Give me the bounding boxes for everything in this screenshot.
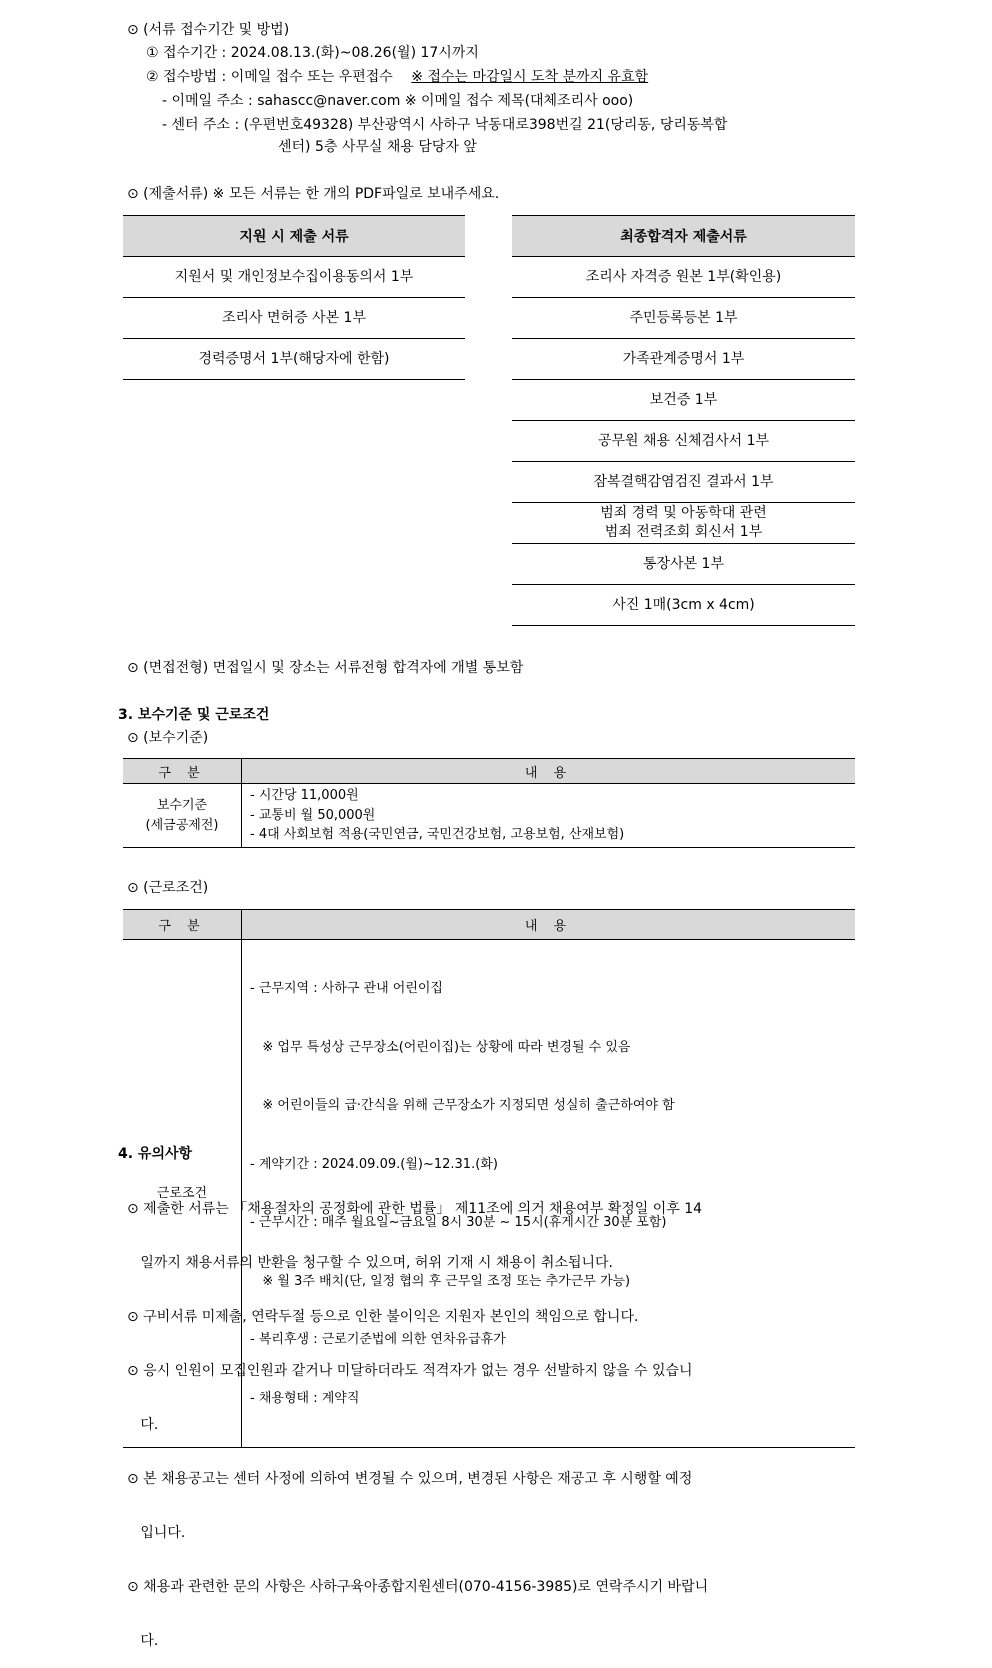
note-line: ⊙ 채용과 관련한 문의 사항은 사하구육아종합지원센터(070-4156-3985)로 연락주시기 바랍니	[127, 1579, 709, 1595]
final-doc-item: 사진 1매(3cm x 4cm)	[512, 585, 855, 626]
final-doc-item: 범죄 경력 및 아동학대 관련 범죄 전력조회 회신서 1부	[512, 503, 855, 544]
final-documents-table	[512, 215, 855, 626]
application-heading: ⊙ (서류 접수기간 및 방법)	[127, 22, 290, 38]
work-label: 근로조건	[123, 940, 242, 1448]
pay-col-label: 구 분	[123, 759, 242, 784]
pay-table	[123, 758, 855, 848]
pay-item: - 시간당 11,000원	[250, 788, 359, 804]
final-doc-item: 잠복결핵감염검진 결과서 1부	[512, 462, 855, 503]
apply-documents-header: 지원 시 제출 서류	[123, 215, 465, 257]
address-line-1: - 센터 주소 : (우편번호49328) 부산광역시 사하구 낙동대로398번길 21(당리동, 당리동복합	[162, 117, 728, 133]
note-line: ⊙ 제출한 서류는 「채용절차의 공정화에 관한 법률」 제11조에 의거 채용여부 확정일 이후 14	[127, 1201, 703, 1217]
work-item: ※ 업무 특성상 근무장소(어린이집)는 상황에 따라 변경될 수 있음	[250, 1039, 631, 1055]
apply-doc-item: 경력증명서 1부(해당자에 한함)	[123, 339, 465, 380]
work-heading: ⊙ (근로조건)	[127, 880, 209, 896]
final-doc-item: 보건증 1부	[512, 380, 855, 421]
work-col-label: 구 분	[123, 910, 242, 940]
final-documents-header: 최종합격자 제출서류	[512, 215, 855, 257]
final-doc-item: 주민등록등본 1부	[512, 298, 855, 339]
pay-label	[123, 784, 242, 848]
pay-heading: ⊙ (보수기준)	[127, 730, 209, 746]
final-doc-item: 통장사본 1부	[512, 544, 855, 585]
note-line: ⊙ 응시 인원이 모집인원과 같거나 미달하더라도 적격자가 없는 경우 선발하지 않을 수 있습니	[127, 1363, 693, 1379]
note-line: 다.	[127, 1633, 159, 1649]
note-line: ⊙ 구비서류 미제출, 연락두절 등으로 인한 불이익은 지원자 본인의 책임으로 합니다.	[127, 1309, 639, 1325]
pay-col-content: 내 용	[242, 759, 856, 784]
final-doc-item: 가족관계증명서 1부	[512, 339, 855, 380]
work-item: - 복리후생 : 근로기준법에 의한 연차유급휴가	[250, 1332, 506, 1347]
email-line: - 이메일 주소 : sahascc@naver.com ※ 이메일 접수 제목(대체조리사 ooo)	[162, 93, 634, 109]
work-item: - 계약기간 : 2024.09.09.(월)~12.31.(화)	[250, 1156, 498, 1172]
application-period: ① 접수기간 : 2024.08.13.(화)~08.26(월) 17시까지	[146, 45, 479, 61]
notes-list	[127, 1166, 872, 1668]
work-item: - 채용형태 : 계약직	[250, 1390, 360, 1406]
method-note: ※ 접수는 마감일시 도착 분까지 유효함	[411, 69, 649, 85]
apply-documents-table	[123, 215, 465, 380]
interview-text: ⊙ (면접전형) 면접일시 및 장소는 서류전형 합격자에 개별 통보함	[127, 660, 524, 676]
final-doc-item: 조리사 자격증 원본 1부(확인용)	[512, 257, 855, 298]
method-label: ② 접수방법 : 이메일 접수 또는 우편접수	[146, 69, 393, 85]
pay-label-line: (세금공제전)	[145, 817, 219, 833]
apply-doc-item: 지원서 및 개인정보수집이용동의서 1부	[123, 257, 465, 298]
note-line: 다.	[127, 1417, 159, 1433]
pay-item: - 4대 사회보험 적용(국민연금, 국민건강보험, 고용보험, 산재보험)	[250, 827, 625, 843]
note-line: ⊙ 본 채용공고는 센터 사정에 의하여 변경될 수 있으며, 변경된 사항은 재공고 후 시행할 예정	[127, 1471, 693, 1487]
work-item: ※ 어린이들의 급·간식을 위해 근무장소가 지정되면 성실히 출근하여야 함	[250, 1098, 675, 1113]
pay-label-line: 보수기준	[156, 797, 208, 813]
pay-item: - 교통비 월 50,000원	[250, 807, 376, 823]
note-line: 입니다.	[127, 1525, 186, 1541]
apply-doc-item: 조리사 면허증 사본 1부	[123, 298, 465, 339]
final-doc-item: 공무원 채용 신체검사서 1부	[512, 421, 855, 462]
work-item: - 근무지역 : 사하구 관내 어린이집	[250, 981, 443, 996]
work-col-content: 내 용	[242, 910, 856, 940]
documents-heading: ⊙ (제출서류) ※ 모든 서류는 한 개의 PDF파일로 보내주세요.	[127, 186, 500, 202]
note-line: 일까지 채용서류의 반환을 청구할 수 있으며, 허위 기재 시 채용이 취소됩니다.	[127, 1255, 613, 1271]
application-method	[146, 67, 648, 87]
section-4-title: 4. 유의사항	[118, 1146, 193, 1162]
work-item: - 근무시간 : 매주 월요일~금요일 8시 30분 ~ 15시(휴게시간 30분 포함)	[250, 1215, 667, 1230]
section-3-title: 3. 보수기준 및 근로조건	[118, 707, 270, 723]
address-line-2: 센터) 5층 사무실 채용 담당자 앞	[278, 139, 477, 155]
pay-content	[242, 784, 856, 848]
work-item: ※ 월 3주 배치(단, 일정 협의 후 근무일 조정 또는 추가근무 가능)	[250, 1273, 631, 1289]
